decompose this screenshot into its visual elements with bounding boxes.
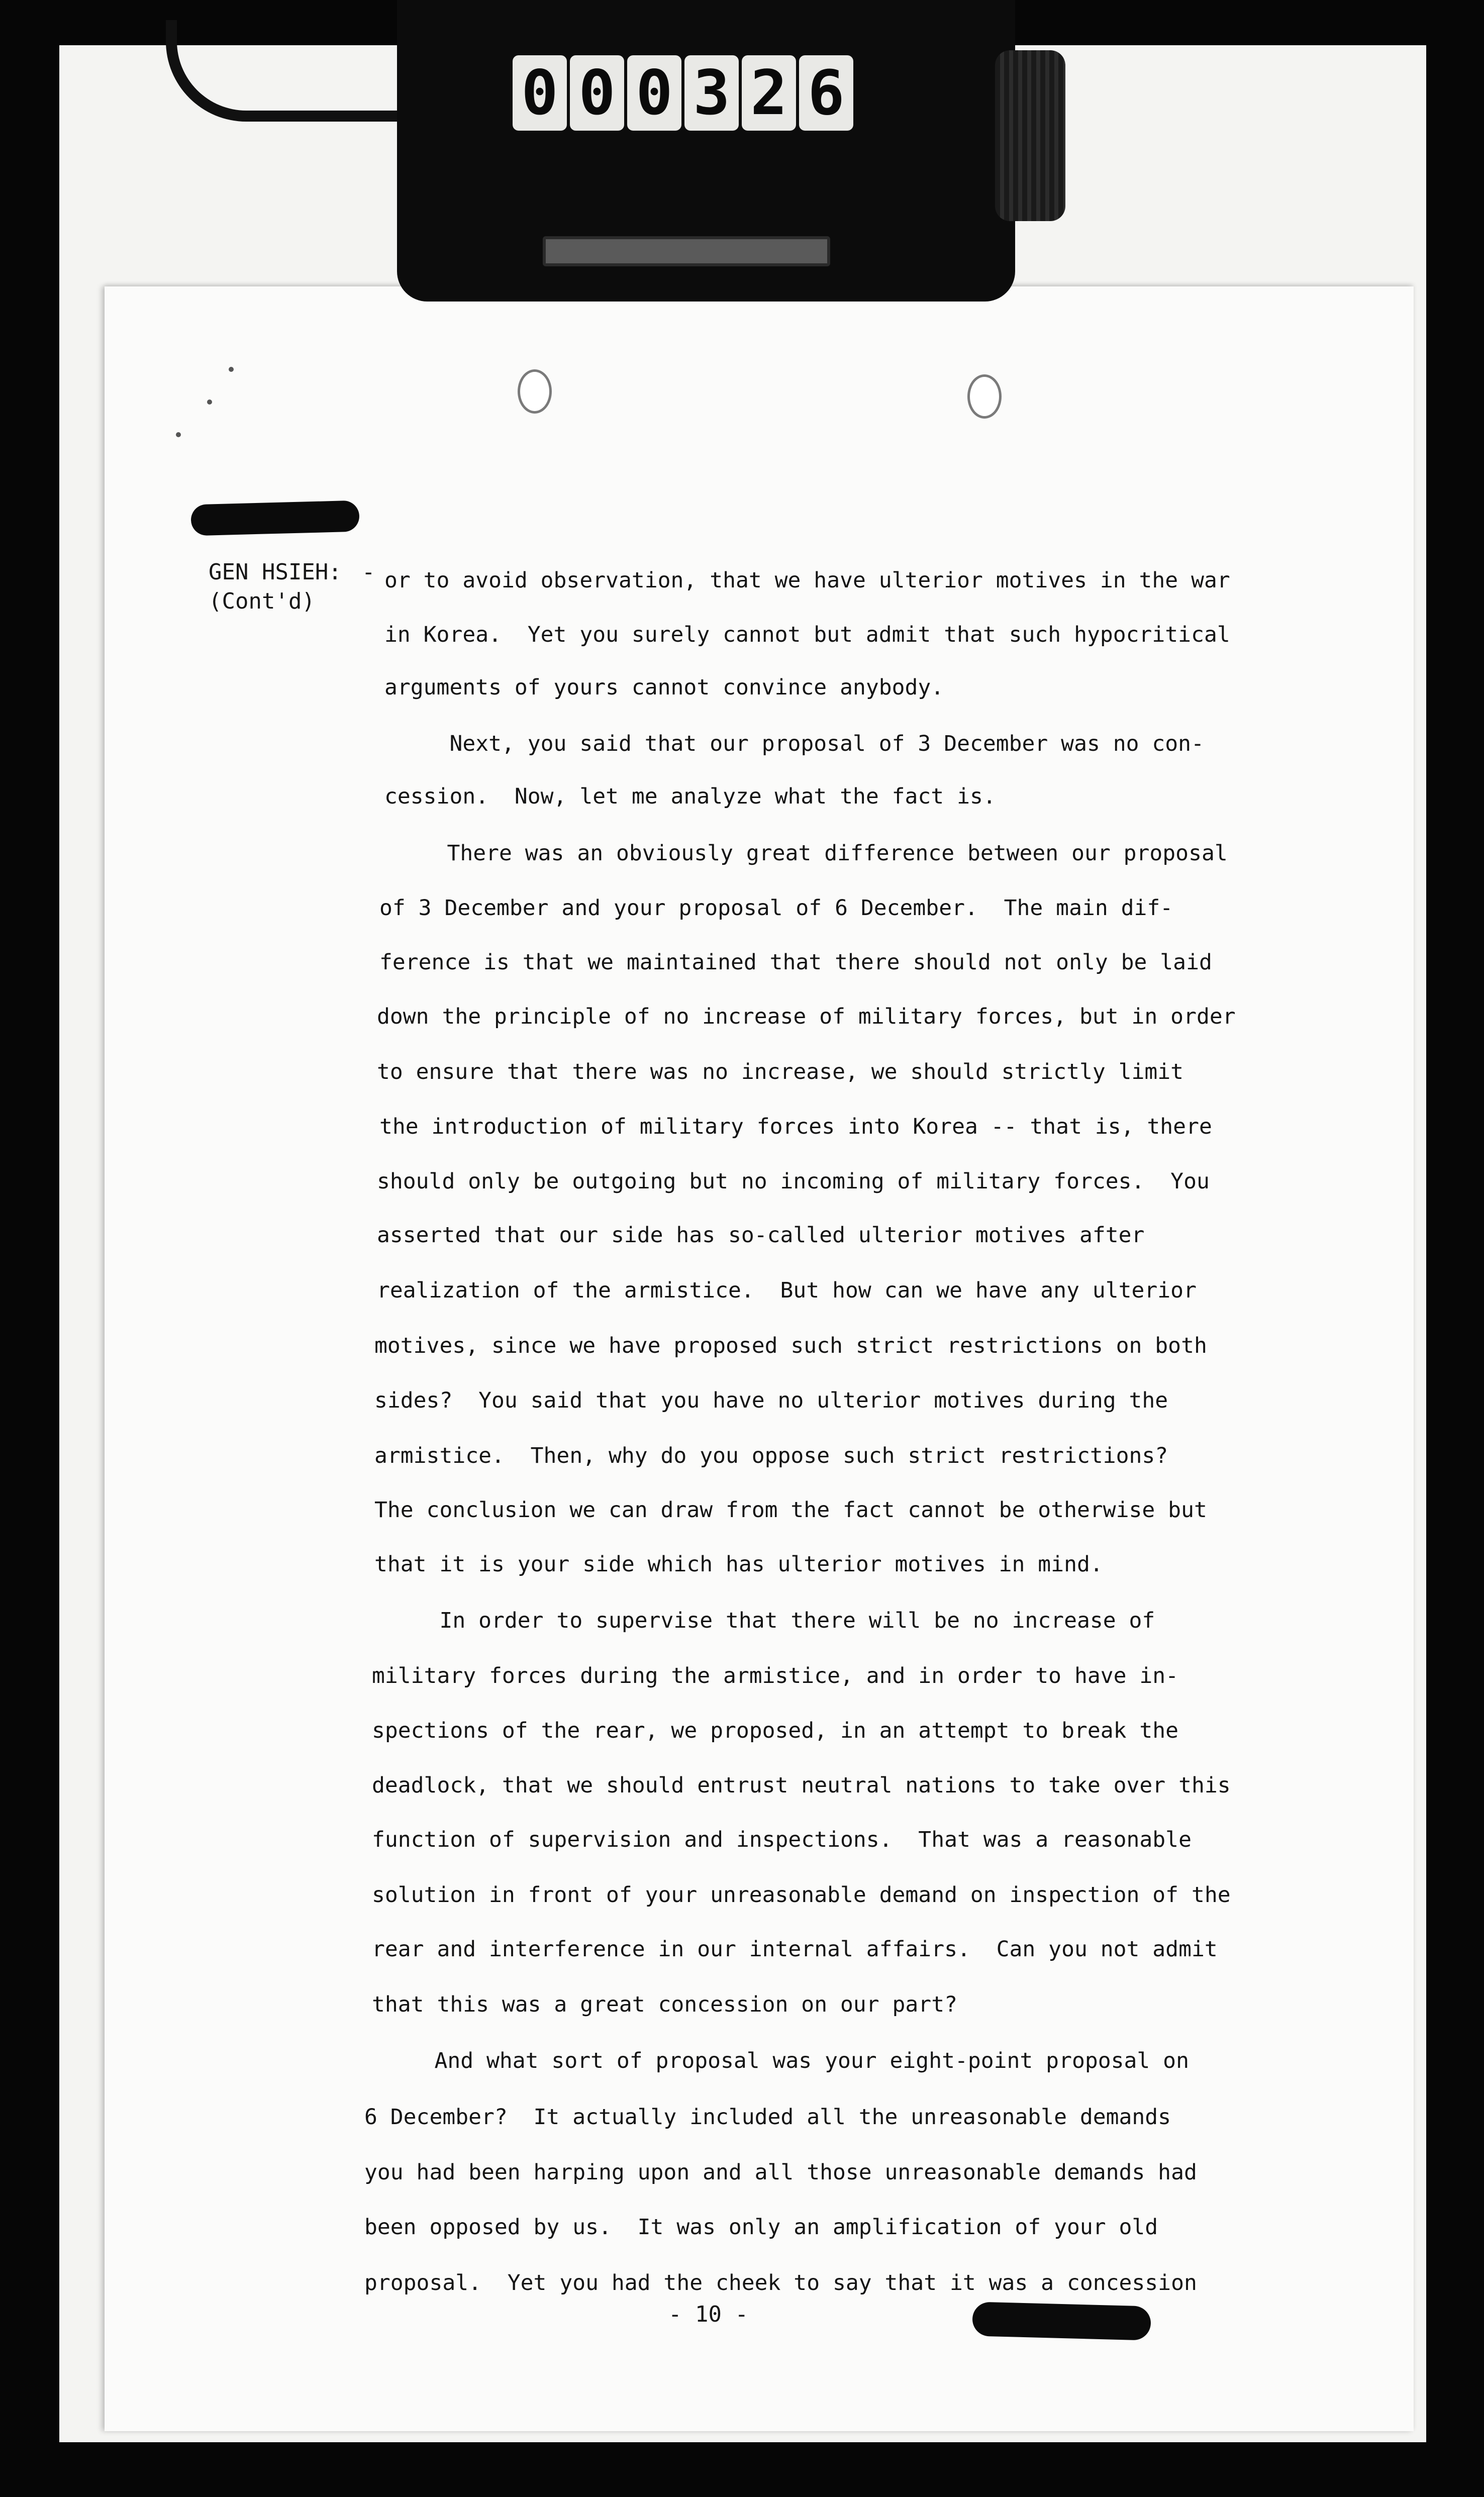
body-line: 6 December? It actually included all the unreasonable demands	[364, 2105, 1171, 2130]
body-line: And what sort of proposal was your eight-point proposal on	[369, 2048, 1189, 2073]
body-line: solution in front of your unreasonable demand on inspection of the	[372, 1882, 1231, 1908]
body-line: In order to supervise that there will be no increase of	[374, 1608, 1155, 1633]
body-line: function of supervision and inspections. That was a reasonable	[372, 1827, 1192, 1852]
body-line: down the principle of no increase of military forces, but in order	[377, 1004, 1236, 1029]
body-line: deadlock, that we should entrust neutral nations to take over this	[372, 1773, 1231, 1798]
body-line: in Korea. Yet you surely cannot but admit that such hypocritical	[384, 622, 1230, 647]
body-line: motives, since we have proposed such strict restrictions on both	[374, 1333, 1207, 1358]
counter-slot	[543, 236, 830, 266]
body-line: There was an obviously great difference between our proposal	[382, 841, 1228, 866]
counter-digit: 6	[799, 55, 853, 131]
body-line: spections of the rear, we proposed, in an attempt to break the	[372, 1718, 1179, 1743]
counter-cable	[166, 20, 428, 122]
body-line: been opposed by us. It was only an amplification of your old	[364, 2215, 1158, 2240]
body-line: to ensure that there was no increase, we should strictly limit	[377, 1059, 1184, 1084]
punch-hole-right	[967, 374, 1002, 419]
body-line: that it is your side which has ulterior motives in mind.	[374, 1552, 1103, 1577]
counter-digit: 0	[627, 55, 681, 131]
body-line: should only be outgoing but no incoming of military forces. You	[377, 1169, 1210, 1194]
speaker-label	[209, 558, 342, 616]
body-line: or to avoid observation, that we have ulterior motives in the war	[384, 568, 1230, 593]
body-line: military forces during the armistice, and in order to have in-	[372, 1663, 1179, 1688]
body-line: rear and interference in our internal affairs. Can you not admit	[372, 1937, 1218, 1962]
speck	[176, 432, 181, 437]
speaker-name: GEN HSIEH:	[209, 559, 342, 585]
speck	[229, 367, 234, 372]
body-line: of 3 December and your proposal of 6 December. The main dif-	[379, 895, 1173, 921]
counter-digit: 3	[684, 55, 739, 131]
speaker-dash: -	[362, 559, 375, 585]
body-line: proposal. Yet you had the cheek to say that it was a concession	[364, 2270, 1197, 2295]
classification-redaction-bottom	[972, 2302, 1151, 2340]
counter-knob	[995, 50, 1065, 221]
body-line: that this was a great concession on our part?	[372, 1992, 957, 2017]
speaker-continued: (Cont'd)	[209, 588, 315, 614]
counter-digit: 0	[513, 55, 567, 131]
body-line: sides? You said that you have no ulterior motives during the	[374, 1388, 1168, 1413]
page-number: - 10 -	[668, 2302, 748, 2327]
body-line: the introduction of military forces into Korea -- that is, there	[379, 1114, 1212, 1139]
body-line: Next, you said that our proposal of 3 December was no con-	[384, 731, 1204, 756]
body-line: cession. Now, let me analyze what the fact is.	[384, 784, 996, 809]
body-line: arguments of yours cannot convince anybody.	[384, 675, 944, 700]
body-line: armistice. Then, why do you oppose such strict restrictions?	[374, 1443, 1168, 1468]
body-line: realization of the armistice. But how can we have any ulterior	[377, 1278, 1197, 1303]
counter-digit: 2	[742, 55, 796, 131]
body-line: you had been harping upon and all those unreasonable demands had	[364, 2160, 1197, 2185]
frame-counter	[513, 55, 853, 131]
body-line: The conclusion we can draw from the fact cannot be otherwise but	[374, 1497, 1207, 1523]
counter-digit: 0	[570, 55, 624, 131]
classification-redaction-top	[190, 501, 360, 536]
speck	[207, 399, 212, 405]
punch-hole-left	[518, 369, 552, 414]
body-line: asserted that our side has so-called ulterior motives after	[377, 1223, 1145, 1248]
body-line: ference is that we maintained that there should not only be laid	[379, 950, 1212, 975]
frame-counter-device	[397, 0, 1015, 302]
